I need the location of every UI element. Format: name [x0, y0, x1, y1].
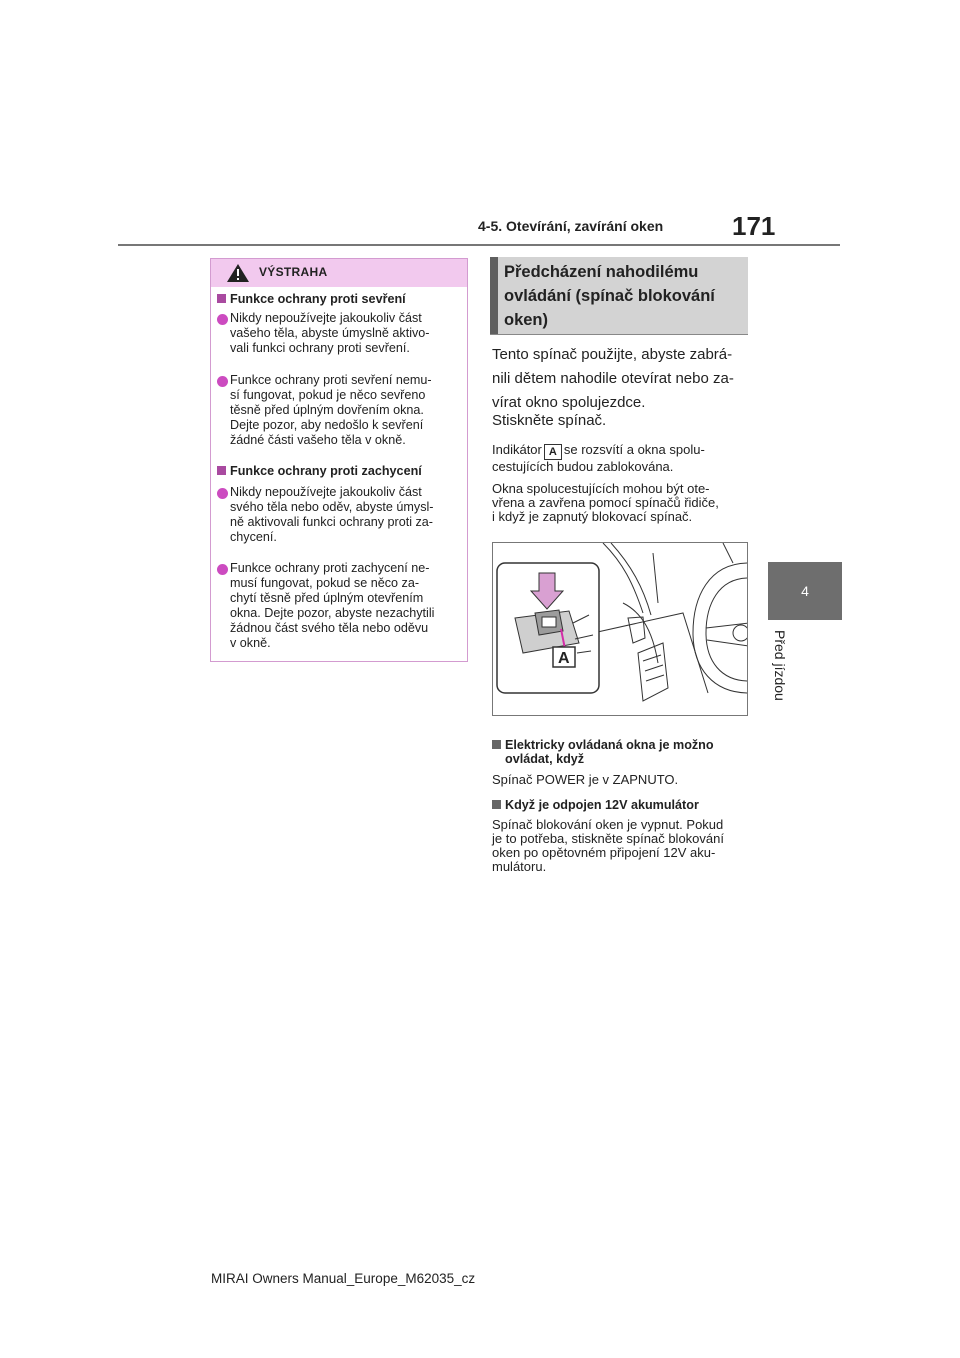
- window-lock-illustration: [492, 542, 748, 716]
- warning-heading-2-text: Funkce ochrany proti zachycení: [230, 464, 422, 478]
- note-1-heading: [492, 738, 714, 766]
- line: Dejte pozor, aby nedošlo k sevření: [230, 418, 424, 432]
- section-header-bar: [490, 257, 498, 334]
- note-2-text: [492, 818, 724, 874]
- warning-title: VÝSTRAHA: [259, 265, 328, 279]
- line: i když je zapnutý blokovací spínač.: [492, 509, 693, 524]
- bullet-icon: [217, 376, 228, 387]
- line: nili dětem nahodile otevírat nebo za-: [492, 370, 734, 387]
- line: okna. Dejte pozor, abyste nezachytili: [230, 606, 435, 620]
- intro-text: [492, 343, 752, 415]
- line: chytí těsně před úplným otevřením: [230, 591, 424, 605]
- footer-text: MIRAI Owners Manual_Europe_M62035_cz: [211, 1271, 476, 1286]
- section-heading: [504, 260, 744, 332]
- page-number: 171: [732, 211, 776, 241]
- line: je to potřeba, stiskněte spínač blokování: [492, 831, 724, 846]
- press-instruction: Stiskněte spínač.: [492, 412, 607, 429]
- line: v okně.: [230, 636, 271, 650]
- text: Když je odpojen 12V akumulátor: [505, 798, 699, 812]
- heading-line: Předcházení nahodilému: [504, 263, 699, 281]
- illustration-drawing: [493, 543, 748, 716]
- line: oken po opětovném připojení 12V aku-: [492, 845, 716, 860]
- warning-item-3: [230, 485, 433, 545]
- driver-switch-text: [492, 482, 719, 524]
- bullet-icon: [217, 564, 228, 575]
- warning-heading-1: [217, 292, 406, 306]
- square-bullet-icon: [492, 800, 501, 809]
- chapter-label-text: Před jízdou: [772, 630, 788, 701]
- warning-heading-2: [217, 464, 422, 478]
- line: žádné části vašeho těla v okně.: [230, 433, 406, 447]
- section-header-rule: [490, 334, 748, 335]
- line: vašeho těla, abyste úmyslně aktivo-: [230, 326, 430, 340]
- warning-header: [211, 259, 467, 287]
- line: chycení.: [230, 530, 277, 544]
- bullet-icon: [217, 314, 228, 325]
- note-2-heading: [492, 798, 699, 812]
- header-rule: [118, 244, 840, 246]
- line: svého těla nebo oděv, abyste úmysl-: [230, 500, 434, 514]
- text: Indikátor: [492, 442, 542, 457]
- label-badge: A: [544, 444, 562, 460]
- warning-icon: [226, 263, 250, 283]
- line: Funkce ochrany proti sevření nemu-: [230, 373, 432, 387]
- warning-heading-1-text: Funkce ochrany proti sevření: [230, 292, 406, 306]
- warning-item-1: [230, 311, 430, 356]
- chapter-label: [772, 630, 808, 720]
- line: ně aktivovali funkci ochrany proti za-: [230, 515, 433, 529]
- square-bullet-icon: [492, 740, 501, 749]
- square-bullet-icon: [217, 466, 226, 475]
- section-title: 4-5. Otevírání, zavírání oken: [478, 218, 664, 234]
- figure-label-a: A: [558, 650, 570, 667]
- warning-item-2: [230, 373, 432, 448]
- line: Nikdy nepoužívejte jakoukoliv část: [230, 311, 422, 325]
- chapter-tab[interactable]: 4: [768, 562, 842, 620]
- line: sí fungovat, pokud je něco sevřeno: [230, 388, 426, 402]
- indicator-line-2: cestujících budou zablokována.: [492, 459, 674, 474]
- note-1-heading-line-1: [492, 738, 714, 752]
- indicator-text: [492, 443, 705, 474]
- warning-item-4: [230, 561, 434, 651]
- line: Funkce ochrany proti zachycení ne-: [230, 561, 430, 575]
- text: Elektricky ovládaná okna je možno: [505, 738, 714, 752]
- line: Okna spolucestujících mohou být ote-: [492, 481, 710, 496]
- bullet-icon: [217, 488, 228, 499]
- line: vřena a zavřena pomocí spínačů řidiče,: [492, 495, 719, 510]
- line: mulátoru.: [492, 859, 547, 874]
- note-1-heading-line-2: ovládat, když: [505, 752, 585, 766]
- heading-line: ovládání (spínač blokování: [504, 287, 715, 305]
- line: musí fungovat, pokud se něco za-: [230, 576, 420, 590]
- text: se rozsvítí a okna spolu-: [563, 442, 705, 457]
- line: těsně před úplným dovřením okna.: [230, 403, 424, 417]
- line: vírat okno spolujezdce.: [492, 394, 646, 411]
- line: vali funkci ochrany proti sevření.: [230, 341, 410, 355]
- warning-box: [210, 258, 468, 662]
- heading-line: oken): [504, 311, 549, 329]
- line: Spínač blokování oken je vypnut. Pokud: [492, 817, 724, 832]
- line: žádnou část svého těla nebo oděvu: [230, 621, 429, 635]
- line: Tento spínač použijte, abyste zabrá-: [492, 346, 733, 363]
- indicator-line-1: [492, 443, 705, 460]
- line: Nikdy nepoužívejte jakoukoliv část: [230, 485, 422, 499]
- square-bullet-icon: [217, 294, 226, 303]
- note-1-text: Spínač POWER je v ZAPNUTO.: [492, 772, 679, 787]
